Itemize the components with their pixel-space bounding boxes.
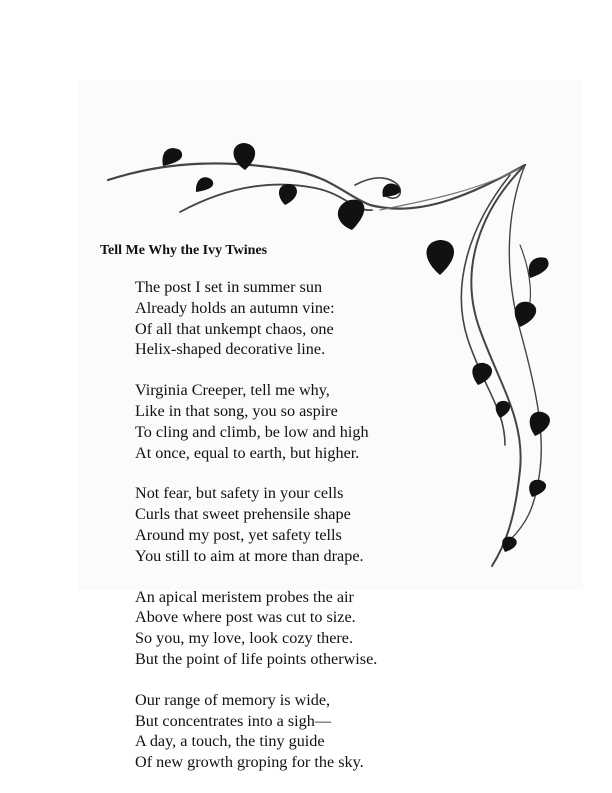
poem-line: Around my post, yet safety tells <box>135 525 342 544</box>
poem-line: Our range of memory is wide, <box>135 690 331 709</box>
poem-line: Of new growth groping for the sky. <box>135 753 364 772</box>
poem-line: An apical meristem probes the air <box>135 587 354 606</box>
poem-body <box>135 277 377 793</box>
stanza-4 <box>135 587 377 670</box>
poem-line: At once, equal to earth, but higher. <box>135 443 360 462</box>
stanza-3 <box>135 483 377 566</box>
poem-line: But the point of life points otherwise. <box>135 649 378 668</box>
poem-line: Not fear, but safety in your cells <box>135 484 344 503</box>
poem-line: Of all that unkempt chaos, one <box>135 319 334 338</box>
poem-line: Above where post was cut to size. <box>135 608 356 627</box>
poem-line: The post I set in summer sun <box>135 278 323 296</box>
poem-line: You still to aim at more than drape. <box>135 546 364 565</box>
poem-line: But concentrates into a sigh— <box>135 711 332 730</box>
poem-line: To cling and climb, be low and high <box>135 422 369 441</box>
stanza-1 <box>135 277 377 360</box>
stanza-2 <box>135 380 377 463</box>
poem-line: A day, a touch, the tiny guide <box>135 732 325 751</box>
poem-line: So you, my love, look cozy there. <box>135 629 354 648</box>
poem-line: Virginia Creeper, tell me why, <box>135 381 330 400</box>
poem-line: Curls that sweet prehensile shape <box>135 505 351 524</box>
stanza-5 <box>135 690 377 773</box>
poem-title: Tell Me Why the Ivy Twines <box>100 243 268 258</box>
poem-line: Helix-shaped decorative line. <box>135 340 326 359</box>
poem-line: Like in that song, you so aspire <box>135 401 338 420</box>
poem-line: Already holds an autumn vine: <box>135 298 335 317</box>
